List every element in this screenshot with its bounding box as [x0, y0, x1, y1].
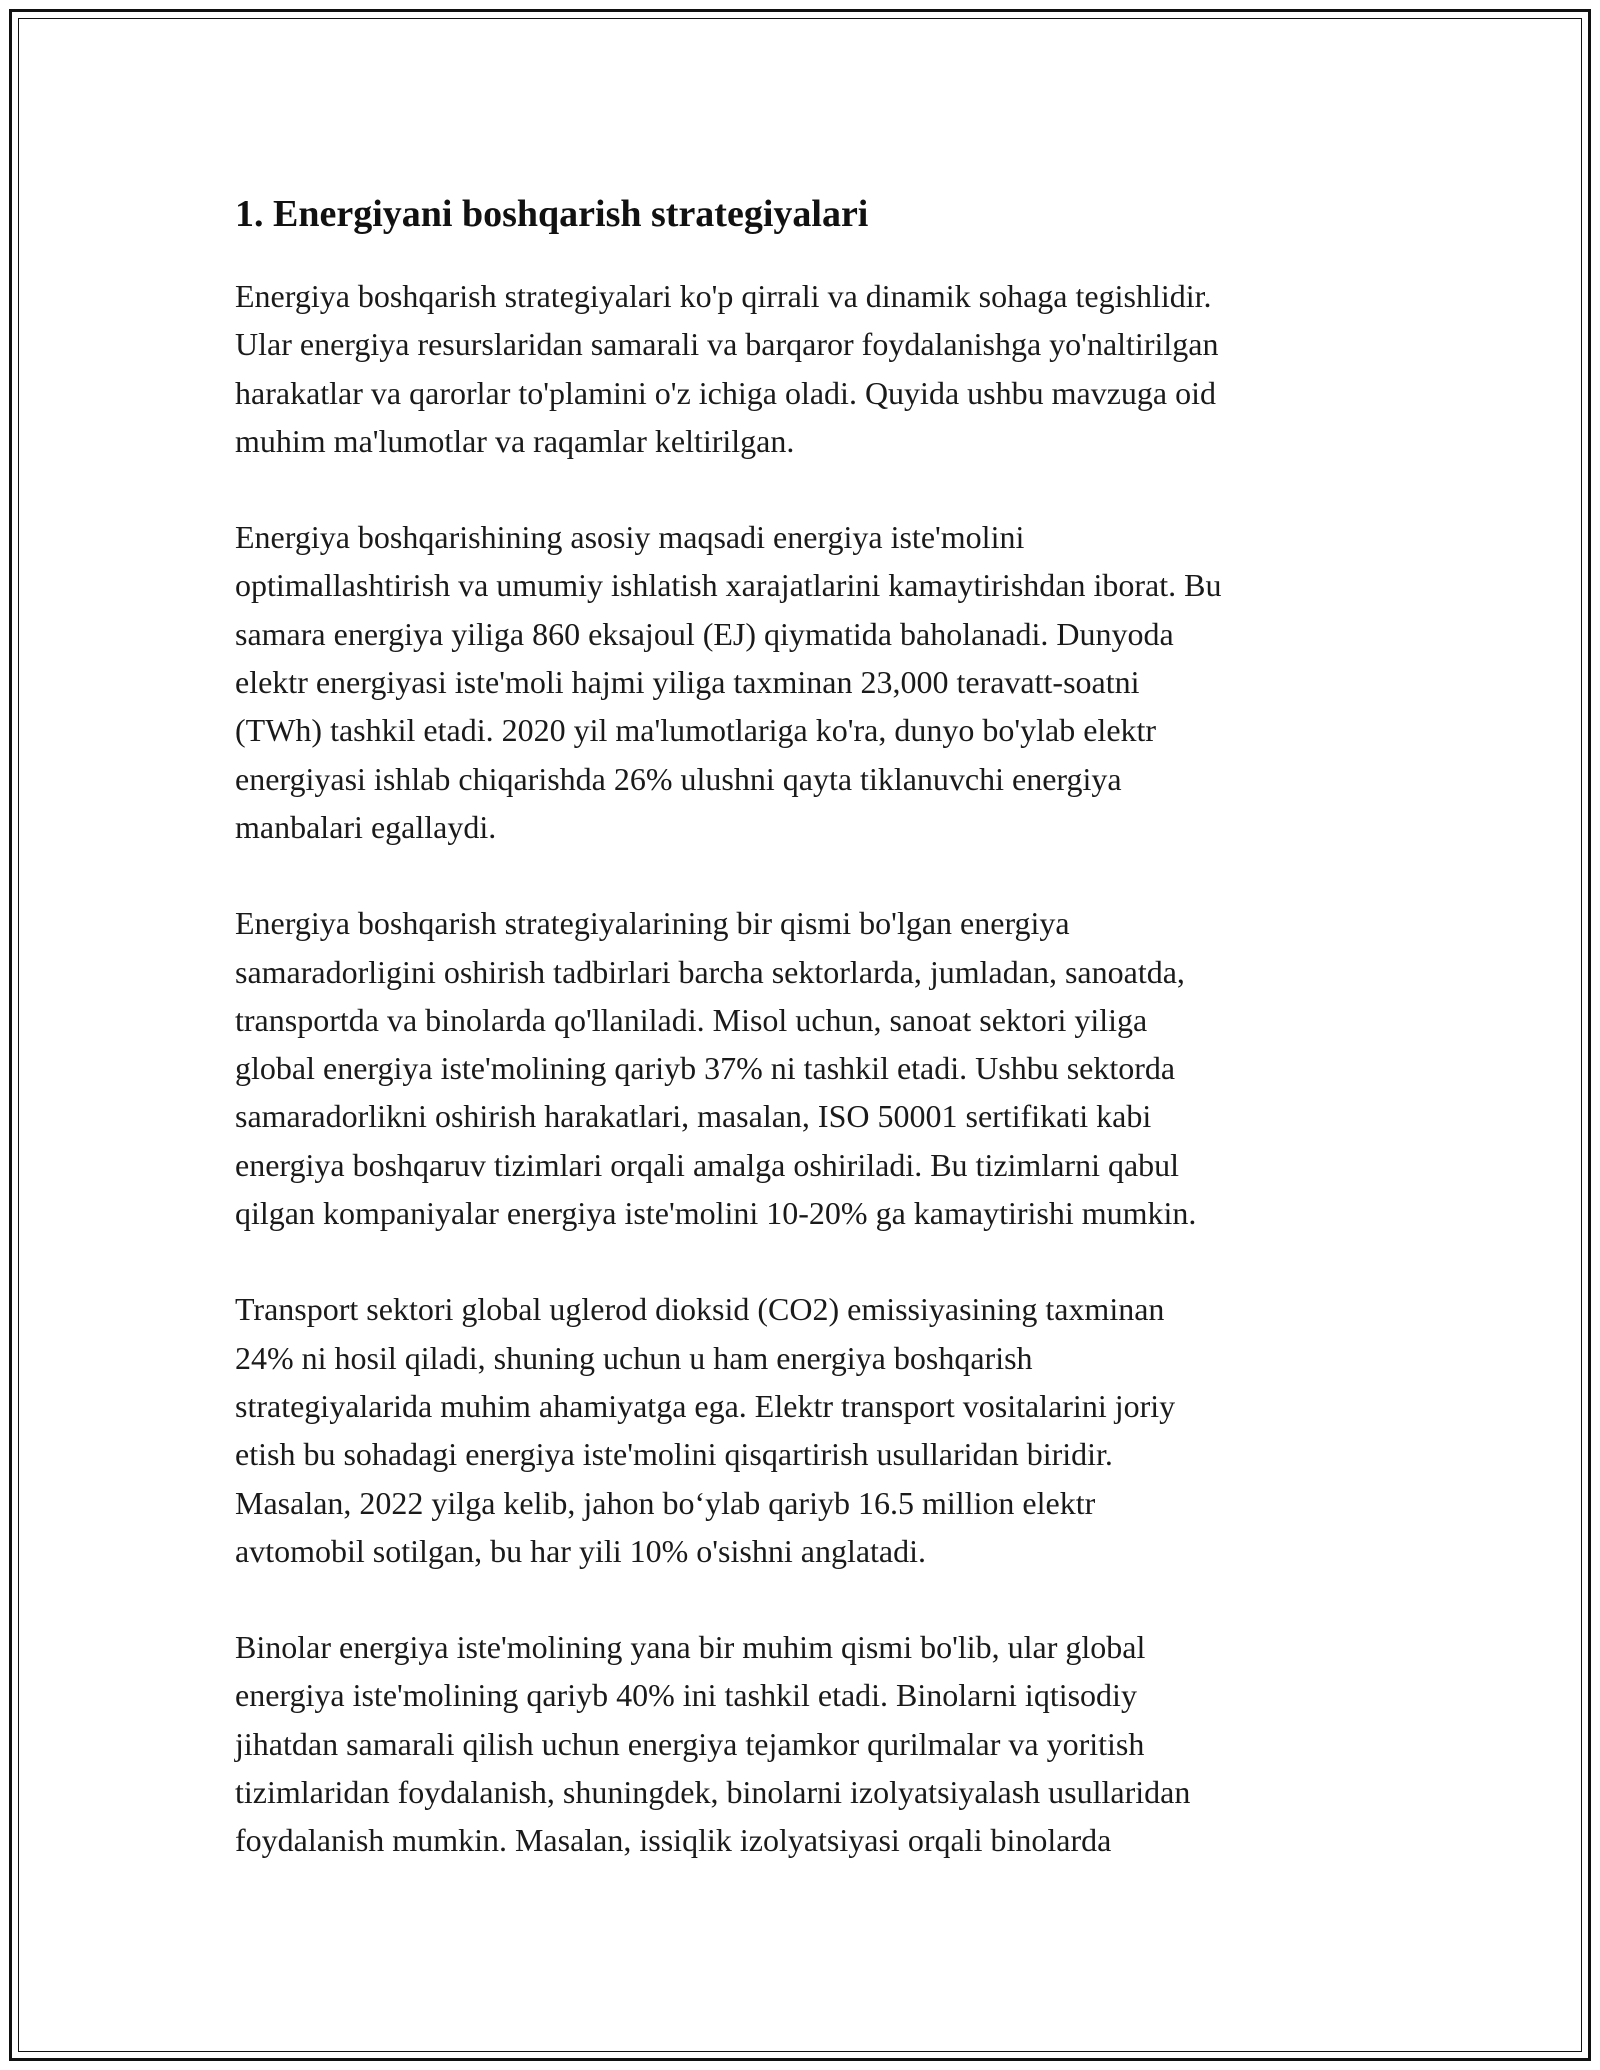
text-line: elektr energiyasi iste'moli hajmi yiliga taxminan 23,000 teravatt-soatni: [235, 664, 1140, 701]
text-line: (TWh) tashkil etadi. 2020 yil ma'lumotlariga ko'ra, dunyo bo'ylab elektr: [235, 712, 1157, 749]
text-line: samaradorlikni oshirish harakatlari, masalan, ISO 50001 sertifikati kabi: [235, 1098, 1152, 1135]
text-line: Ular energiya resurslaridan samarali va barqaror foydalanishga yo'naltirilgan: [235, 326, 1219, 363]
text-line: jihatdan samarali qilish uchun energiya tejamkor qurilmalar va yoritish: [235, 1725, 1145, 1762]
text-line: Masalan, 2022 yilga kelib, jahon bo‘ylab qariyb 16.5 million elektr: [235, 1484, 1096, 1521]
section-heading: 1. Energiyani boshqarish strategiyalari: [235, 193, 869, 235]
text-line: samaradorligini oshirish tadbirlari barcha sektorlarda, jumladan, sanoatda,: [235, 953, 1185, 990]
text-line: energiyasi ishlab chiqarishda 26% ulushni qayta tiklanuvchi energiya: [235, 760, 1122, 797]
text-line: harakatlar va qarorlar to'plamini o'z ichiga oladi. Quyida ushbu mavzuga oid: [235, 374, 1216, 411]
text-line: Binolar energiya iste'molining yana bir muhim qismi bo'lib, ular global: [235, 1629, 1146, 1666]
text-line: Energiya boshqarishining asosiy maqsadi energiya iste'molini: [235, 519, 1025, 556]
text-line: manbalari egallaydi.: [235, 808, 497, 845]
text-line: foydalanish mumkin. Masalan, issiqlik izolyatsiyasi orqali binolarda: [235, 1822, 1112, 1859]
text-line: transportda va binolarda qo'llaniladi. Misol uchun, sanoat sektori yiliga: [235, 1001, 1148, 1038]
paragraph-efficiency: [235, 899, 1375, 1237]
document-body: [235, 182, 1375, 1913]
text-line: optimallashtirish va umumiy ishlatish xarajatlarini kamaytirishdan iborat. Bu: [235, 567, 1222, 604]
text-line: strategiyalarida muhim ahamiyatga ega. Elektr transport vositalarini joriy: [235, 1387, 1176, 1424]
paragraph-main-goal: [235, 513, 1375, 851]
paragraph-buildings: [235, 1623, 1375, 1864]
paragraph-intro: [235, 272, 1375, 465]
text-line: etish bu sohadagi energiya iste'molini qisqartirish usullaridan biridir.: [235, 1436, 1113, 1473]
text-line: Transport sektori global uglerod dioksid (CO2) emissiyasining taxminan: [235, 1291, 1165, 1328]
text-line: energiya boshqaruv tizimlari orqali amalga oshiriladi. Bu tizimlarni qabul: [235, 1146, 1180, 1183]
text-line: qilgan kompaniyalar energiya iste'molini 10-20% ga kamaytirishi mumkin.: [235, 1195, 1197, 1232]
text-line: Energiya boshqarish strategiyalarining bir qismi bo'lgan energiya: [235, 905, 1070, 942]
text-line: avtomobil sotilgan, bu har yili 10% o'sishni anglatadi.: [235, 1532, 927, 1569]
text-line: 24% ni hosil qiladi, shuning uchun u ham energiya boshqarish: [235, 1339, 1033, 1376]
text-line: energiya iste'molining qariyb 40% ini tashkil etadi. Binolarni iqtisodiy: [235, 1677, 1137, 1714]
text-line: Energiya boshqarish strategiyalari ko'p qirrali va dinamik sohaga tegishlidir.: [235, 278, 1212, 314]
text-line: tizimlaridan foydalanish, shuningdek, binolarni izolyatsiyalash usullaridan: [235, 1774, 1191, 1811]
paragraph-transport: [235, 1285, 1375, 1575]
text-line: samara energiya yiliga 860 eksajoul (EJ) qiymatida baholanadi. Dunyoda: [235, 615, 1174, 652]
text-line: muhim ma'lumotlar va raqamlar keltirilgan.: [235, 422, 795, 459]
text-line: global energiya iste'molining qariyb 37% ni tashkil etadi. Ushbu sektorda: [235, 1050, 1176, 1087]
